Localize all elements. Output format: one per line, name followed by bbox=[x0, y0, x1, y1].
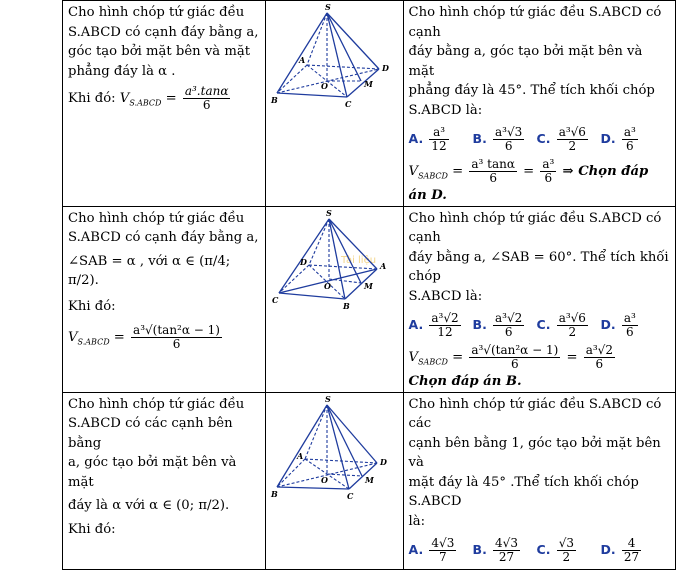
answer-options bbox=[409, 308, 670, 342]
formula-denominator: 6 bbox=[202, 98, 211, 112]
formula-cell bbox=[63, 1, 266, 207]
edge-sb bbox=[277, 13, 327, 93]
label-d: D bbox=[382, 63, 390, 73]
option-a: A. $\frac{\text{a³}}{12}$ bbox=[408, 124, 447, 153]
option-d: D. $\frac{\text{a³}}{6}$ bbox=[600, 310, 636, 339]
pyramid-figure bbox=[269, 207, 399, 317]
label-d: D bbox=[300, 256, 308, 267]
answer-options bbox=[409, 533, 670, 567]
option-c: C. $\frac{√3}{2}$ bbox=[536, 535, 574, 564]
label-m: M bbox=[364, 79, 374, 89]
text-line: phẳng đáy là 45°. Thể tích khối chóp bbox=[408, 83, 655, 98]
label-s: S bbox=[326, 207, 333, 218]
option-c: C. $\frac{\text{a³√6}}{2}$ bbox=[536, 124, 586, 153]
label-b: B bbox=[271, 95, 279, 105]
option-d: D. $\frac{\text{a³}}{6}$ bbox=[600, 124, 636, 153]
text-line: Cho hình chóp tứ giác đều S.ABCD có các bbox=[408, 396, 662, 432]
label-m: M bbox=[365, 474, 375, 485]
edge-sb bbox=[277, 405, 327, 487]
label-s: S bbox=[325, 393, 332, 404]
solution-line: $V_{SABCD}$ = $\frac{\text{a³ tanα}}{6}$ = $\frac{\text{a³}}{6}$ ⇒ Chọn đáp án D. bbox=[408, 157, 649, 204]
label-b: B bbox=[343, 300, 351, 311]
text-line: Cho hình chóp tứ giác đều bbox=[68, 396, 245, 412]
formula-cell bbox=[63, 206, 266, 392]
answer-options bbox=[409, 122, 670, 156]
option-a: A. $\frac{4√3}{7}$ bbox=[408, 535, 455, 564]
edge-cb bbox=[279, 293, 345, 299]
label-a: A bbox=[297, 450, 304, 461]
option-d: D. $\frac{4}{27}$ bbox=[600, 535, 640, 564]
text-line: S.ABCD có các cạnh bên bằng bbox=[68, 416, 233, 451]
table-row bbox=[63, 1, 676, 207]
edge-sc bbox=[327, 13, 347, 97]
text-line: Khi đó: bbox=[68, 521, 116, 537]
option-a: A. $\frac{\text{a³√2}}{12}$ bbox=[408, 310, 459, 339]
text-line: Cho hình chóp tứ giác đều S.ABCD có cạnh bbox=[408, 210, 662, 246]
label-a: A bbox=[299, 55, 306, 65]
text-line: Khi đó: bbox=[68, 91, 116, 106]
edge-sc bbox=[279, 219, 332, 293]
problem-cell bbox=[403, 206, 675, 392]
label-m: M bbox=[364, 280, 374, 291]
edge-sd bbox=[309, 219, 329, 265]
label-c: C bbox=[347, 490, 354, 501]
label-b: B bbox=[271, 488, 279, 499]
option-c: C. $\frac{\text{a³√6}}{2}$ bbox=[536, 310, 586, 339]
label-o: O bbox=[321, 474, 329, 485]
edge-cd bbox=[347, 69, 379, 97]
solution-line: $V_{SABCD}$ = $\frac{\text{a³√(tan²α − 1)}}{6}$ = $\frac{\text{a³√2}}{6}$ bbox=[408, 343, 613, 372]
edge-sd bbox=[327, 13, 379, 69]
label-o: O bbox=[324, 280, 332, 291]
formula-table bbox=[62, 0, 676, 570]
table-row bbox=[63, 206, 676, 392]
pyramid-figure bbox=[269, 1, 399, 111]
label-c: C bbox=[345, 99, 352, 109]
label-d: D bbox=[380, 456, 388, 467]
text-line: là: bbox=[408, 513, 426, 529]
edge-bc bbox=[277, 93, 347, 97]
text-line: S.ABCD có cạnh đáy bằng a, bbox=[68, 230, 259, 246]
edge-ad bbox=[307, 65, 379, 69]
text-line: đáy bằng a, góc tạo bởi mặt bên và mặt bbox=[408, 44, 643, 79]
formula-line: Khi đó: $V_{S.ABCD}$ = $\frac{\text{a³.tanα}}{6}$ bbox=[68, 84, 229, 112]
edge-sm bbox=[329, 219, 361, 283]
formula-line: $V_{S.ABCD}$ = $\frac{\text{a³√(tan²α − 1)}}{6}$ bbox=[68, 323, 220, 352]
edge-sm bbox=[327, 13, 361, 81]
text-line: ∠SAB = α , với α ∈ (π/4; π/2). bbox=[68, 253, 231, 289]
formula-fraction bbox=[183, 85, 231, 112]
answer-text: Chọn đáp án B. bbox=[408, 374, 522, 390]
problem-cell bbox=[403, 1, 675, 207]
edge-bc bbox=[277, 487, 349, 489]
formula-numerator: a³.tanα bbox=[184, 84, 229, 98]
option-b: B. $\frac{\text{a³√3}}{6}$ bbox=[472, 124, 523, 153]
figure-cell bbox=[266, 392, 403, 570]
text-line: S.ABCD có cạnh đáy bằng a, bbox=[68, 24, 259, 40]
table-row bbox=[63, 392, 676, 570]
option-b: B. $\frac{\text{a³√2}}{6}$ bbox=[472, 310, 523, 339]
label-c: C bbox=[272, 294, 279, 305]
text-line: phẳng đáy là α . bbox=[68, 63, 176, 79]
edge-sa bbox=[305, 405, 327, 459]
label-s: S bbox=[325, 2, 332, 12]
text-line: Cho hình chóp tứ giác đều bbox=[68, 210, 245, 226]
answer-text: ⇒ Chọn đáp án D. bbox=[408, 164, 649, 204]
option-b: B. $\frac{4√3}{27}$ bbox=[472, 535, 518, 564]
text-line: cạnh bên bằng 1, góc tạo bởi mặt bên và bbox=[408, 435, 661, 471]
text-line: Khi đó: bbox=[68, 298, 116, 314]
label-a: A bbox=[380, 260, 387, 271]
pyramid-figure bbox=[269, 393, 399, 503]
figure-cell bbox=[266, 1, 403, 207]
text-line: góc tạo bởi mặt bên và mặt bbox=[68, 44, 251, 59]
text-line: S.ABCD là: bbox=[408, 288, 483, 304]
text-line: mặt đáy là 45° .Thể tích khối chóp S.ABCD bbox=[408, 474, 639, 510]
text-line: Cho hình chóp tứ giác đều S.ABCD có cạnh bbox=[408, 5, 662, 40]
formula-cell bbox=[63, 392, 266, 570]
watermark: Tài liệu bbox=[341, 254, 377, 266]
figure-cell bbox=[266, 206, 403, 392]
text-line: S.ABCD là: bbox=[408, 102, 483, 118]
text-line: Cho hình chóp tứ giác đều bbox=[68, 5, 245, 20]
volume-symbol: V bbox=[119, 91, 130, 106]
volume-subscript: S.ABCD bbox=[129, 98, 162, 108]
text-line: đáy bằng a, ∠SAB = 60°. Thể tích khối chóp bbox=[408, 249, 669, 285]
label-o: O bbox=[321, 81, 329, 91]
text-line: a, góc tạo bởi mặt bên và mặt bbox=[68, 455, 237, 490]
text-line: đáy là α với α ∈ (0; π/2). bbox=[68, 498, 230, 514]
problem-cell bbox=[403, 392, 675, 570]
